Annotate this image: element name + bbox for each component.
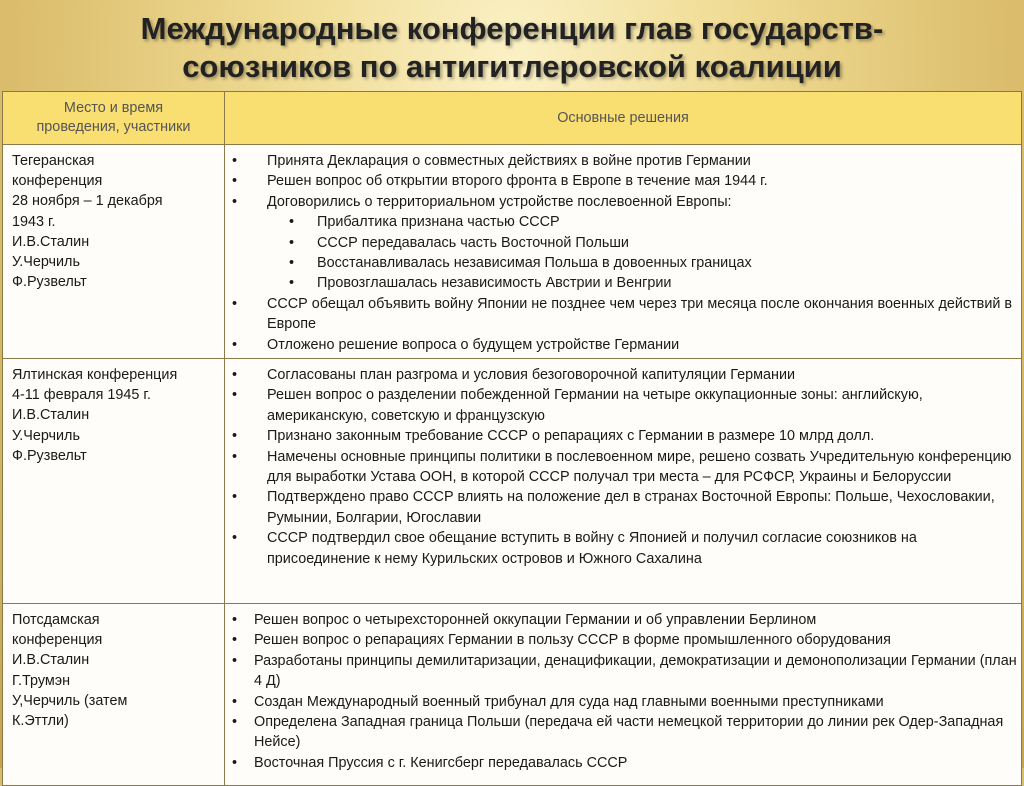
- list-item: • Решен вопрос об открытии второго фронта в Европе в течение мая 1944 г.: [225, 171, 1021, 191]
- list-subitem: • СССР передавалась часть Восточной Польши: [225, 233, 1021, 253]
- title-line-1: Международные конференции глав государств-: [140, 11, 884, 46]
- list-item: • Решен вопрос о четырехсторонней оккупации Германии и об управлении Берлином: [225, 610, 1021, 630]
- list-item: • Намечены основные принципы политики в послевоенном мире, решено созвать Учредительную конференцию для выработки Устава ООН, в которой СССР получал три места – для РСФСР, Украины и Белоруссии: [225, 447, 1021, 488]
- table-row-tehran: [3, 145, 1022, 359]
- title-line-2: союзников по антигитлеровской коалиции: [182, 49, 842, 84]
- list-item: • Восточная Пруссия с г. Кенигсберг передавалась СССР: [225, 753, 1021, 773]
- list-item: • Согласованы план разгрома и условия безоговорочной капитуляции Германии: [225, 365, 1021, 385]
- tehran-place-cell: Тегеранская конференция 28 ноября – 1 декабря 1943 г. И.В.Сталин У.Черчиль Ф.Рузвельт: [3, 145, 225, 359]
- list-subitem: • Провозглашалась независимость Австрии и Венгрии: [225, 273, 1021, 293]
- header-main-decisions: Основные решения: [225, 92, 1022, 145]
- yalta-decisions-cell: [225, 359, 1022, 604]
- list-item: • Определена Западная граница Польши (передача ей части немецкой территории до линии рек Одер-Западная Нейсе): [225, 712, 1021, 753]
- list-subitem: • Прибалтика признана частью СССР: [225, 212, 1021, 232]
- table-row-potsdam: [3, 604, 1022, 786]
- list-item: • СССР обещал объявить войну Японии не позднее чем через три месяца после окончания военных действий в Европе: [225, 294, 1021, 335]
- list-item: • Отложено решение вопроса о будущем устройстве Германии: [225, 335, 1021, 355]
- list-item: • Решен вопрос о разделении побежденной Германии на четыре оккупационные зоны: английскую, американскую, советскую и французскую: [225, 385, 1021, 426]
- list-item: • Создан Международный военный трибунал для суда над главными военными преступниками: [225, 692, 1021, 712]
- yalta-decisions-list: [225, 359, 1021, 569]
- tehran-decisions-cell: [225, 145, 1022, 359]
- list-item: • Разработаны принципы демилитаризации, денацификации, демократизации и демонополизации Германии (план 4 Д): [225, 651, 1021, 692]
- potsdam-place-cell: Потсдамская конференция И.В.Сталин Г.Трумэн У,Черчиль (затем К.Эттли): [3, 604, 225, 786]
- table-row-yalta: [3, 359, 1022, 604]
- potsdam-decisions-cell: [225, 604, 1022, 786]
- yalta-place-cell: Ялтинская конференция 4-11 февраля 1945 г. И.В.Сталин У.Черчиль Ф.Рузвельт: [3, 359, 225, 604]
- list-item: • Договорились о территориальном устройстве послевоенной Европы:: [225, 192, 1021, 212]
- conferences-table: [2, 91, 1022, 786]
- list-item: • Принята Декларация о совместных действиях в войне против Германии: [225, 151, 1021, 171]
- potsdam-decisions-list: [225, 604, 1021, 773]
- page-title: [0, 10, 1024, 88]
- list-subitem: • Восстанавливалась независимая Польша в довоенных границах: [225, 253, 1021, 273]
- tehran-decisions-list: [225, 145, 1021, 355]
- table-header-row: [3, 92, 1022, 145]
- list-item: • Решен вопрос о репарациях Германии в пользу СССР в форме промышленного оборудования: [225, 630, 1021, 650]
- list-item: • Подтверждено право СССР влиять на положение дел в странах Восточной Европы: Польше, Чехословакии, Румынии, Болгарии, Югославии: [225, 487, 1021, 528]
- list-item: • СССР подтвердил свое обещание вступить в войну с Японией и получил согласие союзников на присоединение к нему Курильских островов и Южного Сахалина: [225, 528, 1021, 569]
- list-item: • Признано законным требование СССР о репарациях с Германии в размере 10 млрд долл.: [225, 426, 1021, 446]
- header-place-time-participants: Место и время проведения, участники: [3, 92, 225, 145]
